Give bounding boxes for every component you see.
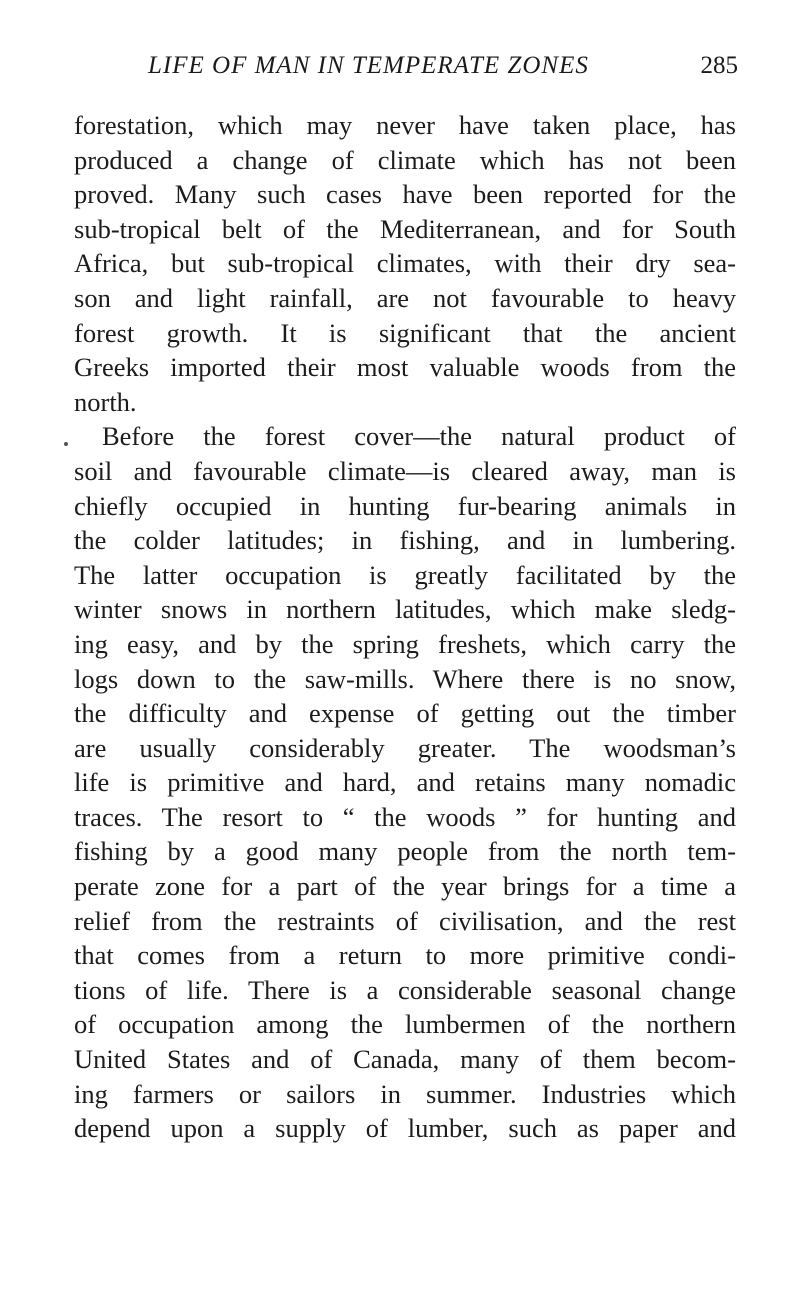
text-line: winter snows in northern latitudes, which make sledg- <box>74 594 736 625</box>
text-line: depend upon a supply of lumber, such as paper and <box>74 1113 736 1144</box>
text-line: relief from the restraints of civilisation, and the rest <box>74 905 736 936</box>
text-line: fishing by a good many people from the north tem- <box>74 836 736 867</box>
paragraph-end-line: north. <box>74 386 137 417</box>
text-line: life is primitive and hard, and retains many nomadic <box>74 767 736 798</box>
text-line: the colder latitudes; in fishing, and in lumbering. <box>74 525 736 556</box>
text-line: logs down to the saw-mills. Where there is no snow, <box>74 663 736 694</box>
text-line: produced a change of climate which has not been <box>74 144 736 175</box>
text-line: are usually considerably greater. The woodsman’s <box>74 732 736 763</box>
text-line: proved. Many such cases have been reported for the <box>74 179 736 210</box>
paragraph-start-line: Before the forest cover—the natural product of <box>102 421 736 452</box>
text-line: forestation, which may never have taken place, has <box>74 110 736 140</box>
text-line: United States and of Canada, many of them becom- <box>74 1044 736 1075</box>
text-line: tions of life. There is a considerable seasonal change <box>74 974 736 1005</box>
text-line: traces. The resort to “ the woods ” for hunting and <box>74 801 736 832</box>
text-line: ing easy, and by the spring freshets, which carry the <box>74 628 736 659</box>
text-line: soil and favourable climate—is cleared away, man is <box>74 455 736 486</box>
text-line: son and light rainfall, are not favourable to heavy <box>74 282 736 313</box>
text-line: ing farmers or sailors in summer. Industries which <box>74 1078 736 1109</box>
page-number: 285 <box>700 52 738 79</box>
running-head-title: LIFE OF MAN IN TEMPERATE ZONES <box>148 52 589 79</box>
text-line: perate zone for a part of the year brings for a time a <box>74 871 736 902</box>
text-line: chiefly occupied in hunting fur-bearing animals in <box>74 490 736 521</box>
text-line: The latter occupation is greatly facilitated by the <box>74 559 736 590</box>
running-head <box>62 52 738 88</box>
print-speck <box>64 442 68 446</box>
text-line: Africa, but sub-tropical climates, with their dry sea- <box>74 248 736 279</box>
text-line: that comes from a return to more primitive condi- <box>74 940 736 971</box>
text-line: sub-tropical belt of the Mediterranean, and for South <box>74 213 736 244</box>
text-line: forest growth. It is significant that the ancient <box>74 317 736 348</box>
text-line: Greeks imported their most valuable woods from the <box>74 352 736 383</box>
text-line: of occupation among the lumbermen of the northern <box>74 1009 736 1040</box>
body-text <box>74 108 736 1146</box>
text-line: the difficulty and expense of getting out the timber <box>74 698 736 729</box>
